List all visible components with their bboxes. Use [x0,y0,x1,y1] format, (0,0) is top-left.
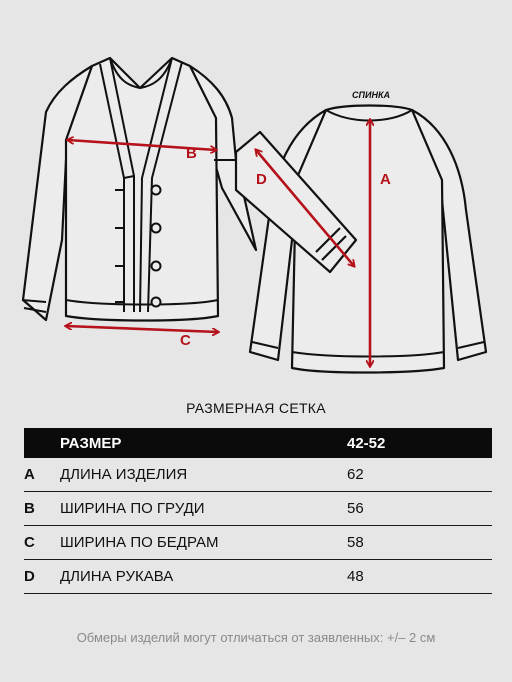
size-table-header [24,428,492,458]
arrow-c [66,326,218,332]
header-name: РАЗМЕР [60,434,122,452]
row-value: 48 [347,568,364,585]
table-row [24,458,492,492]
table-row [24,560,492,594]
row-key: A [24,466,35,483]
label-b: B [186,145,197,162]
row-value: 58 [347,534,364,551]
row-name: ШИРИНА ПО БЕДРАМ [60,534,219,551]
row-name: ДЛИНА РУКАВА [60,568,174,585]
size-chart-title: РАЗМЕРНАЯ СЕТКА [186,400,326,416]
row-name: ШИРИНА ПО ГРУДИ [60,500,205,517]
row-key: B [24,500,35,517]
row-value: 62 [347,466,364,483]
label-c: C [180,332,191,349]
label-a: A [380,171,391,188]
back-label: СПИНКА [352,90,390,100]
row-key: C [24,534,35,551]
label-d: D [256,171,267,188]
footnote: Обмеры изделий могут отличаться от заявленных: +/– 2 см [76,630,436,645]
header-value: 42-52 [347,434,386,452]
size-table [24,428,492,594]
row-value: 56 [347,500,364,517]
table-row [24,492,492,526]
back-cardigan-outline [250,106,486,373]
table-row [24,526,492,560]
row-name: ДЛИНА ИЗДЕЛИЯ [60,466,188,483]
row-key: D [24,568,35,585]
